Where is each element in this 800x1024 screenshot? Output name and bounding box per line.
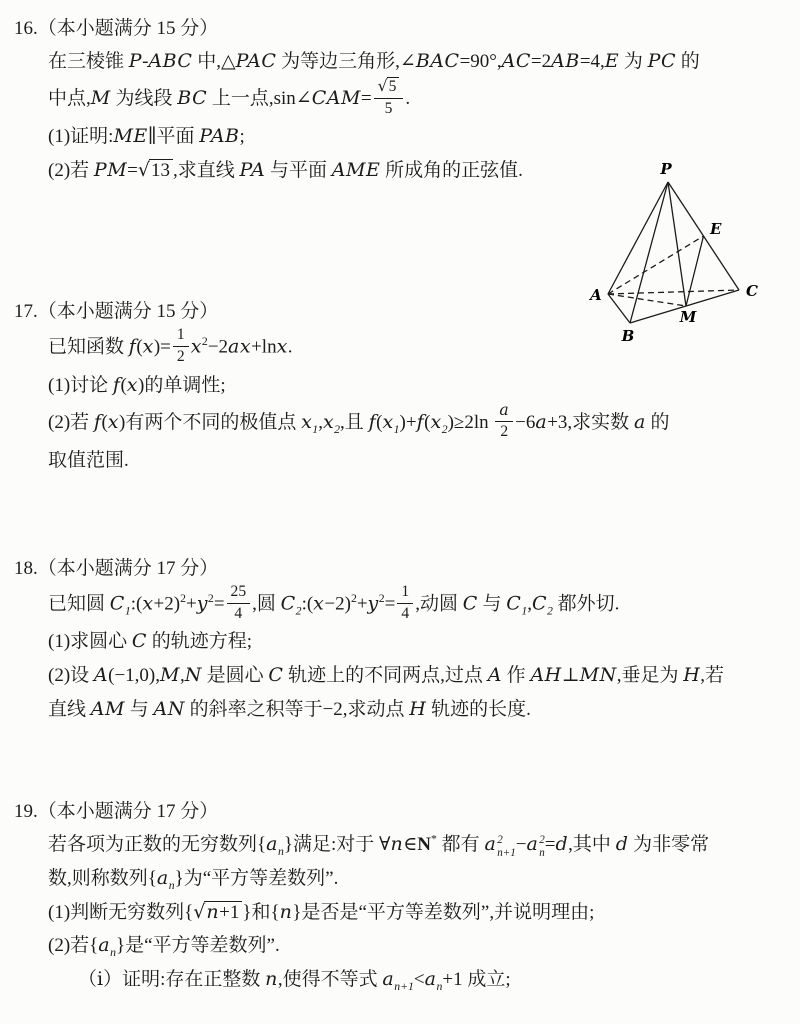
math-run: x — [382, 410, 394, 433]
text-run: . — [405, 88, 411, 110]
text-run: 13 — [150, 160, 170, 182]
text-run: 4 — [234, 604, 243, 622]
math-run: PM — [93, 159, 128, 182]
text-run: 轨迹上的不同两点,过点 — [283, 665, 488, 687]
math-run: P — [128, 50, 143, 73]
subscript: n+1 — [497, 846, 516, 859]
math-run: d — [615, 833, 629, 855]
subscript: 1 — [521, 604, 528, 618]
text-run: 若各项为正数的无穷数列{ — [48, 834, 267, 855]
math-run: AH — [530, 664, 562, 687]
question-line — [48, 444, 800, 478]
math-run: C — [268, 664, 284, 687]
math-run: MN — [579, 664, 617, 687]
math-run: d — [555, 833, 569, 855]
text-run: )有两个不同的极值点 — [119, 411, 302, 433]
math-run: n — [390, 833, 404, 855]
figure-edge-EM — [686, 236, 704, 306]
text-run: +ln — [251, 336, 277, 358]
text-run: = — [213, 593, 225, 615]
math-run: x — [313, 592, 325, 615]
radical — [138, 154, 173, 188]
text-run: (2)若 — [48, 160, 94, 182]
text-run: − — [515, 834, 527, 855]
text-run: ( — [136, 336, 143, 358]
radical-content — [387, 77, 400, 95]
superscript: * — [431, 832, 437, 846]
text-run: (1)判断无穷数列{ — [48, 901, 194, 923]
text-run: 与 — [124, 698, 154, 720]
text-run: }满足:对于 ∀ — [283, 834, 391, 855]
text-run: +1 成立; — [442, 969, 511, 991]
text-run: }和{ — [242, 901, 280, 923]
subscript: 1 — [124, 604, 131, 618]
bold-run: N — [417, 834, 432, 855]
text-run: 4 — [401, 604, 410, 622]
math-run: a — [535, 410, 548, 433]
fraction-numerator — [495, 401, 513, 423]
figure-label-A: A — [590, 286, 602, 304]
radical-content — [149, 159, 173, 181]
fraction-numerator — [227, 583, 251, 604]
text-run: 25 — [230, 582, 247, 600]
text-run: )= — [153, 336, 171, 358]
question-header: 18.（本小题满分 17 分） — [14, 557, 219, 579]
text-run: (1)求圆心 — [48, 631, 132, 653]
text-run: = — [544, 834, 556, 855]
text-run: 在三棱锥 — [48, 51, 129, 73]
math-run: A — [93, 664, 109, 687]
text-run: 作 — [501, 665, 531, 687]
fraction — [397, 583, 413, 623]
figure-edge-AC — [608, 290, 739, 294]
text-run: )的单调性; — [138, 374, 226, 396]
fraction — [495, 401, 513, 442]
question-line — [48, 400, 800, 444]
math-run: x — [301, 410, 313, 433]
text-run: −2) — [324, 593, 351, 615]
math-run: CAM — [311, 87, 361, 110]
math-run: H — [683, 664, 701, 687]
question-line — [48, 625, 800, 659]
fraction-denominator — [397, 604, 413, 624]
question-line — [48, 120, 800, 154]
math-run: a — [499, 400, 510, 419]
text-run: ,且 — [340, 411, 369, 433]
text-run: , — [179, 665, 185, 687]
math-run: AME — [331, 159, 381, 182]
superscript: 2 — [378, 592, 385, 606]
text-run: ,若 — [700, 665, 725, 687]
text-run: (1)讨论 — [48, 374, 113, 396]
math-run: a — [156, 866, 169, 889]
math-run: M — [90, 87, 111, 110]
math-run: a — [382, 968, 395, 991]
math-run: PAC — [235, 50, 277, 73]
fraction-numerator — [397, 583, 413, 604]
math-run: a — [98, 934, 111, 957]
text-run: ,动圆 — [415, 593, 463, 615]
text-run: =90°, — [459, 51, 502, 73]
figure-edge-AE — [608, 236, 704, 294]
text-run: 上一点,sin∠ — [207, 88, 312, 110]
figure-edge-AM — [608, 294, 686, 306]
math-run: ME — [113, 125, 148, 148]
math-run: AN — [153, 697, 185, 720]
text-run: , — [318, 411, 323, 433]
figure-edge-AB — [608, 294, 630, 323]
superscript: 2 — [350, 592, 357, 606]
text-run: =2 — [530, 51, 552, 73]
question-block-18 — [0, 552, 800, 727]
text-run: ,其中 — [568, 834, 616, 855]
text-run: 都外切. — [552, 593, 620, 615]
text-run: ; — [239, 126, 245, 148]
text-run: +1 — [219, 901, 240, 923]
fraction-denominator — [495, 422, 513, 442]
question-header: 17.（本小题满分 15 分） — [14, 301, 219, 323]
text-run: ( — [101, 411, 108, 433]
text-run: ( — [424, 411, 431, 433]
question-line — [48, 896, 800, 930]
text-run: 与平面 — [265, 160, 332, 182]
text-run: 为等边三角形,∠ — [276, 51, 416, 73]
figure-label-P: P — [660, 160, 672, 178]
subscript: n — [436, 980, 443, 994]
math-run: f — [112, 373, 121, 396]
figure-label-E: E — [710, 220, 722, 238]
text-run: ,使得不等式 — [277, 969, 383, 991]
radical-symbol: √ — [193, 900, 206, 923]
question-header: 16.（本小题满分 15 分） — [14, 18, 219, 39]
subscript: 2 — [441, 422, 448, 436]
text-run: 中,△ — [192, 51, 236, 73]
text-run: (2)设 — [48, 665, 94, 687]
figure-label-B: B — [621, 327, 635, 345]
text-run: 的 — [645, 411, 670, 433]
radical-symbol: √ — [137, 159, 150, 182]
figure-label-M: M — [679, 308, 697, 326]
math-run: n — [279, 900, 293, 923]
text-run: 2 — [500, 423, 509, 441]
math-run: n — [206, 900, 220, 923]
fraction-numerator — [374, 77, 404, 99]
superscript: 2 — [180, 592, 186, 606]
text-run: 已知函数 — [48, 336, 129, 358]
text-run: 为 — [619, 51, 648, 73]
text-run: 的斜率之积等于−2,求动点 — [184, 698, 410, 720]
text-run: 数,则称数列{ — [48, 867, 157, 889]
text-run: ( — [376, 411, 383, 433]
math-run: a — [633, 410, 646, 433]
fraction-denominator — [374, 99, 404, 119]
text-run: +3,求实数 — [547, 411, 634, 433]
math-run: y — [367, 592, 379, 615]
figure-edge-PA — [608, 182, 668, 294]
text-run: ⊥ — [561, 665, 580, 687]
text-run: }是否是“平方等差数列”,并说明理由; — [292, 901, 595, 923]
question-line — [48, 929, 800, 963]
subscript: 1 — [393, 422, 400, 436]
text-run: ,垂足为 — [616, 665, 684, 687]
math-run: C — [131, 630, 147, 653]
math-run: C — [531, 592, 547, 615]
math-run: x — [142, 335, 154, 358]
math-run: a — [424, 968, 437, 991]
math-run: f — [128, 335, 137, 358]
question-line — [48, 659, 800, 693]
text-run: 2 — [176, 348, 185, 365]
text-run: 1 — [176, 326, 185, 344]
superscript: 2 — [539, 833, 545, 846]
text-run: 的 — [676, 51, 700, 73]
question-line — [48, 693, 800, 727]
question-line — [48, 369, 800, 403]
math-run: x — [126, 373, 138, 396]
math-run: y — [196, 592, 208, 615]
text-run: < — [413, 969, 425, 991]
math-run: f — [93, 410, 102, 433]
text-run: - — [142, 51, 149, 73]
math-run: PC — [647, 50, 676, 73]
figure-label-C: C — [746, 282, 758, 300]
math-run: ABC — [148, 50, 193, 73]
text-run: −2 — [207, 336, 229, 358]
math-run: BAC — [415, 50, 460, 73]
question-line — [48, 79, 800, 120]
subscript: n — [110, 946, 116, 960]
subscript: 2 — [547, 604, 553, 618]
radical-content — [204, 901, 242, 923]
text-run: ∈ — [403, 834, 418, 855]
math-run: C — [462, 592, 478, 615]
math-run: AC — [501, 50, 531, 73]
question-header: 19.（本小题满分 17 分） — [14, 800, 219, 822]
subscript: 2 — [295, 604, 302, 618]
text-run: 轨迹的长度. — [426, 698, 531, 720]
math-run: M — [160, 664, 180, 687]
math-run: n — [265, 968, 278, 991]
text-run: + — [185, 593, 197, 615]
text-run: :( — [301, 593, 314, 615]
text-run: =4, — [579, 51, 605, 73]
sub-superscript — [497, 834, 515, 859]
text-run: ,圆 — [252, 593, 281, 615]
subscript: n — [168, 878, 175, 892]
math-run: BC — [177, 87, 208, 110]
text-run: 所成角的正弦值. — [380, 160, 523, 182]
text-run: 为线段 — [110, 88, 178, 110]
question-line — [48, 45, 800, 79]
math-run: C — [280, 592, 296, 615]
fraction-denominator — [227, 604, 251, 624]
radical — [378, 77, 400, 97]
text-run: (2)若{ — [48, 935, 99, 957]
text-run: 已知圆 — [48, 593, 110, 615]
text-run: }为“平方等差数列”. — [174, 867, 339, 889]
text-run: ,求直线 — [172, 160, 240, 182]
text-run: }是“平方等差数列”. — [116, 935, 280, 957]
superscript: 2 — [497, 833, 503, 846]
subscript: n — [277, 844, 284, 858]
math-run: x — [190, 335, 202, 358]
text-run: 取值范围. — [48, 449, 129, 471]
text-run: = — [360, 88, 372, 110]
text-run: 5 — [384, 99, 393, 117]
radical — [193, 896, 242, 930]
question-line — [78, 963, 800, 997]
math-run: ax — [228, 335, 252, 358]
text-run: = — [127, 160, 138, 182]
math-run: PA — [239, 159, 266, 182]
text-run: +2) — [153, 593, 181, 615]
text-run: = — [384, 593, 396, 615]
question-line — [48, 862, 800, 896]
text-run: 中点, — [48, 88, 91, 110]
text-run: （ⅰ）证明:存在正整数 — [78, 969, 266, 991]
text-run: ( — [120, 374, 127, 396]
question-line — [48, 582, 800, 625]
text-run: 都有 — [436, 834, 485, 855]
text-run: 为非零常 — [628, 834, 710, 855]
math-run: x — [276, 335, 288, 358]
superscript: 2 — [201, 335, 208, 349]
math-run: f — [416, 410, 425, 433]
text-run: + — [356, 593, 368, 615]
text-run: (1)证明: — [48, 126, 114, 148]
fraction — [173, 326, 189, 366]
math-run: PAB — [199, 125, 240, 148]
math-run: a — [266, 833, 278, 855]
superscript: 2 — [207, 592, 214, 606]
math-run: a — [484, 833, 497, 855]
math-run: C — [109, 592, 125, 615]
math-run: x — [142, 592, 154, 615]
math-run: x — [430, 410, 442, 433]
text-run: −6 — [515, 411, 536, 433]
math-run: a — [526, 833, 539, 855]
text-run: 是圆心 — [201, 665, 269, 687]
fraction-denominator — [173, 347, 189, 367]
math-run: x — [322, 410, 335, 433]
math-run: AB — [551, 50, 580, 73]
fraction — [227, 583, 251, 623]
question-line — [48, 828, 800, 862]
text-run: ∥平面 — [147, 126, 200, 148]
text-run: . — [287, 336, 293, 358]
text-run: )+ — [399, 411, 417, 433]
text-run: 5 — [388, 78, 397, 96]
subscript: 2 — [334, 422, 341, 436]
subscript: n+1 — [394, 980, 414, 994]
math-run: C — [506, 592, 522, 615]
subscript: 1 — [312, 422, 319, 436]
text-run: (−1,0), — [108, 665, 161, 687]
text-run: , — [527, 593, 532, 615]
text-run: )≥2ln — [447, 411, 494, 433]
fraction — [374, 77, 404, 118]
question-block-19 — [0, 795, 800, 997]
fraction-numerator — [173, 326, 189, 347]
text-run: 的轨迹方程; — [146, 631, 252, 653]
math-run: f — [368, 410, 377, 433]
text-run: 与 — [477, 593, 507, 615]
math-run: x — [107, 410, 119, 433]
text-run: (2)若 — [48, 411, 94, 433]
math-run: E — [604, 50, 620, 73]
radical-symbol: √ — [377, 77, 388, 96]
math-run: A — [487, 664, 502, 687]
tetrahedron-figure — [586, 160, 764, 348]
subscript: n — [539, 846, 545, 859]
text-run: 直线 — [48, 698, 91, 720]
figure-edge-PM — [668, 182, 686, 306]
math-run: AM — [90, 697, 125, 720]
math-run: N — [184, 664, 202, 687]
text-run: 1 — [401, 582, 410, 600]
text-run: :( — [130, 593, 143, 615]
math-run: H — [409, 697, 427, 720]
